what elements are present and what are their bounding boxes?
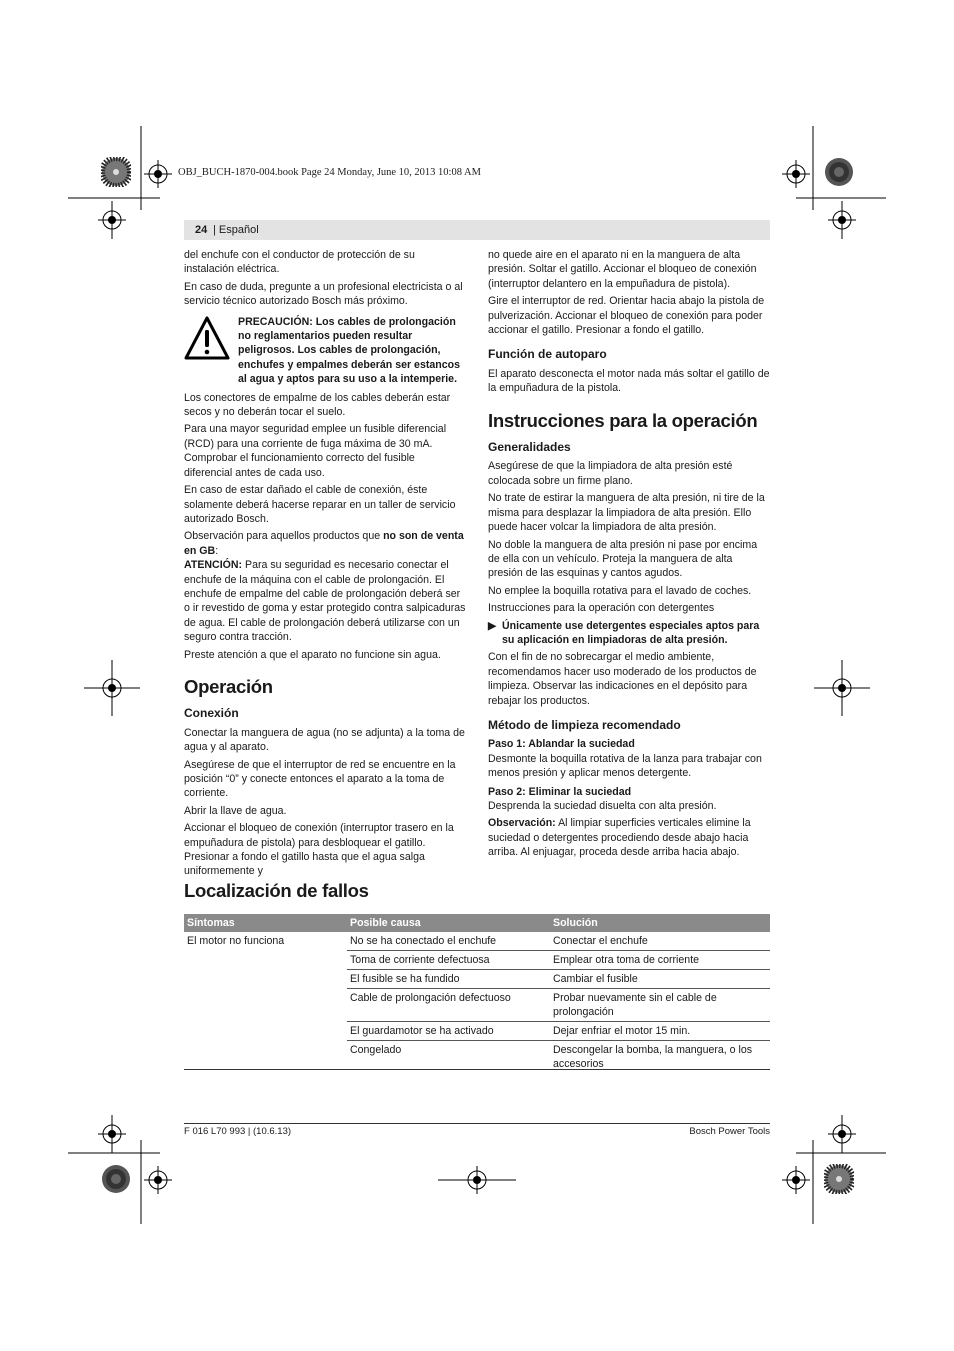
step-2-title: Paso 2: Eliminar la suciedad xyxy=(488,785,632,798)
paragraph: Gire el interruptor de red. Orientar hacia abajo la pistola de pulverización. Accionar el bloqueo de conexión para poder accionar el gatillo. Presionar a fondo el gatillo. xyxy=(488,295,765,337)
page-header xyxy=(184,220,770,240)
paragraph: Los conectores de empalme de los cables deberán estar secos y no deberán tocar el suelo. xyxy=(184,391,451,419)
registration-mark-side-br xyxy=(828,1115,856,1153)
registration-mark-mid-right xyxy=(814,660,870,716)
paragraph: Instrucciones para la operación con detergentes xyxy=(488,602,715,615)
registration-mark-side-bl xyxy=(98,1115,126,1153)
page-number: 24 xyxy=(195,224,208,236)
text: Para su seguridad es necesario conectar el enchufe de la máquina con el cable de prolongación. El enchufe de empalme del cable de prolongación deberá ser o ir revestido de goma y estar protegido contra salpicaduras de agua. El cable de prolongación deberá utilizarse con un seguro contra tracción. xyxy=(184,559,466,644)
registration-mark-top-right xyxy=(782,160,810,188)
paragraph: Para una mayor seguridad emplee un fusible diferencial (RCD) para una corriente de fuga máxima de 30 mA. Comprobar el funcionamiento correcto del fusible diferencial antes de cada uso. xyxy=(184,423,447,479)
table-row xyxy=(184,932,770,951)
paragraph: Desprenda la suciedad disuelta con alta presión. xyxy=(488,800,717,812)
bullet-item xyxy=(488,619,770,648)
heading-metodo: Método de limpieza recomendado xyxy=(488,717,681,732)
cause-cell: El guardamotor se ha activado xyxy=(347,1022,550,1041)
warning-text: PRECAUCIÓN: Los cables de prolongación no reglamentarios pueden resultar peligrosos. Los cables de prolongación, enchufes y empalmes deberán ser estancos al agua y aptos para su uso a la intemperie. xyxy=(238,315,460,386)
footer-doc-number: F 016 L70 993 | (10.6.13) xyxy=(184,1126,292,1137)
arrow-bullet-icon: ▶ xyxy=(488,619,497,632)
paragraph: Desmonte la boquilla rotativa de la lanza para trabajar con menos presión y aplicar menos detergente. xyxy=(488,752,762,780)
paragraph xyxy=(488,816,770,859)
solution-cell: Dejar enfriar el motor 15 min. xyxy=(550,1022,770,1041)
cause-cell: No se ha conectado el enchufe xyxy=(347,932,550,951)
cause-cell: Toma de corriente defectuosa xyxy=(347,951,550,970)
cause-cell: Cable de prolongación defectuoso xyxy=(347,989,550,1022)
registration-mark-mid-left xyxy=(84,660,140,716)
troubleshooting-table xyxy=(184,914,770,1073)
paragraph: del enchufe con el conductor de protección de su instalación eléctrica. xyxy=(184,249,415,276)
print-info-line: OBJ_BUCH-1870-004.book Page 24 Monday, June 10, 2013 10:08 AM xyxy=(178,167,481,178)
warning-triangle-icon xyxy=(184,315,230,361)
paragraph: Asegúrese de que la limpiadora de alta presión esté colocada sobre un firme plano. xyxy=(488,460,733,487)
cause-cell: Congelado xyxy=(350,1044,402,1056)
paragraph: Asegúrese de que el interruptor de red se encuentre en la posición “0” y conecte entonces el aparato a la toma de corriente. xyxy=(184,758,456,800)
paragraph: El aparato desconecta el motor nada más soltar el gatillo de la empuñadura de la pistola. xyxy=(488,367,770,395)
warning-block xyxy=(184,315,466,387)
paragraph: No trate de estirar la manguera de alta presión, ni tire de la misma para desplazar la limpiadora de alta presión. Ello puede hacer volcar la limpiadora de alta presión. xyxy=(488,492,765,534)
left-column xyxy=(184,248,466,882)
footer-brand: Bosch Power Tools xyxy=(689,1126,770,1137)
paragraph: No doble la manguera de alta presión ni pase por encima de ella con un vehículo. Proteja la manguera de alta presión de las esquinas y cantos agudos. xyxy=(488,538,758,580)
solution-cell: Cambiar el fusible xyxy=(550,970,770,989)
paragraph: Conectar la manguera de agua (no se adjunta) a la toma de agua y al aparato. xyxy=(184,726,465,754)
table-bottom-rule xyxy=(184,1069,770,1070)
paragraph: no quede aire en el aparato ni en la manguera de alta presión. Soltar el gatillo. Accionar el bloqueo de conexión (interruptor delantero en la empuñadura de pistola). xyxy=(488,249,757,290)
heading-operacion: Operación xyxy=(184,675,273,697)
solution-cell: Emplear otra toma de corriente xyxy=(550,951,770,970)
heading-autoparo: Función de autoparo xyxy=(488,347,607,362)
paragraph: En caso de estar dañado el cable de conexión, éste solamente deberá hacerse reparar en un taller de servicio autorizado Bosch. xyxy=(184,484,456,525)
attention-label: ATENCIÓN: xyxy=(184,559,243,572)
heading-instrucciones: Instrucciones para la operación xyxy=(488,409,758,431)
text: Observación para aquellos productos que xyxy=(184,530,384,543)
solution-cell: Descongelar la bomba, la manguera, o los accesorios xyxy=(553,1044,753,1070)
registration-mark-bottom-right xyxy=(782,1166,810,1194)
table-header-row xyxy=(184,914,770,932)
observation-label: Observación: xyxy=(488,817,556,830)
column-header: Posible causa xyxy=(347,914,550,932)
footer-rule xyxy=(184,1123,770,1124)
paragraph: En caso de duda, pregunte a un profesional electricista o al servicio técnico autorizado Bosch más próximo. xyxy=(184,280,463,308)
bullet-text: Únicamente use detergentes especiales aptos para su aplicación en limpiadoras de alta presión. xyxy=(502,619,760,646)
step-1-title: Paso 1: Ablandar la suciedad xyxy=(488,738,635,751)
density-wheel-top-left-icon xyxy=(101,157,131,187)
column-header: Síntomas xyxy=(184,914,347,932)
cause-cell: El fusible se ha fundido xyxy=(347,970,550,989)
solution-cell: Probar nuevamente sin el cable de prolongación xyxy=(550,989,770,1022)
right-column xyxy=(488,248,770,863)
text-bold: no son de venta en GB xyxy=(184,530,464,557)
registration-mark-bottom-center xyxy=(438,1166,516,1194)
paragraph: Accionar el bloqueo de conexión (interruptor trasero en la empuñadura de pistola) para desbloquear el gatillo. Presionar a fondo el gatillo hasta que el agua salga uniformemente y xyxy=(184,822,454,878)
registration-mark-side-tr xyxy=(828,201,856,239)
section-name: | Español xyxy=(213,224,259,236)
text: Al limpiar superficies verticales elimine la suciedad o detergentes procediendo desde abajo hacia arriba. Al enjuagar, proceda desde arriba hacia abajo. xyxy=(488,817,751,859)
paragraph xyxy=(184,529,466,558)
paragraph xyxy=(184,558,466,644)
density-wheel-bottom-right-icon xyxy=(824,1164,854,1194)
paragraph: No emplee la boquilla rotativa para el lavado de coches. xyxy=(488,584,752,597)
density-wheel-bottom-left-icon xyxy=(101,1164,131,1194)
column-header: Solución xyxy=(550,914,770,932)
heading-localizacion: Localización de fallos xyxy=(184,880,369,901)
paragraph: Con el fin de no sobrecargar el medio ambiente, recomendamos hacer uso moderado de los productos de limpieza. Observar las indicaciones en el depósito para rebajar los productos. xyxy=(488,651,757,707)
registration-mark-bottom-left xyxy=(144,1166,172,1194)
density-wheel-top-right-icon xyxy=(824,157,854,187)
solution-cell: Conectar el enchufe xyxy=(550,932,770,951)
symptom-cell: El motor no funciona xyxy=(187,935,285,947)
text: : xyxy=(215,544,219,557)
paragraph: Abrir la llave de agua. xyxy=(184,804,287,817)
heading-conexion: Conexión xyxy=(184,706,239,721)
paragraph: Preste atención a que el aparato no funcione sin agua. xyxy=(184,648,441,661)
registration-mark-side-tl xyxy=(98,201,126,239)
heading-generalidades: Generalidades xyxy=(488,440,571,455)
registration-mark-top-left xyxy=(144,160,172,188)
